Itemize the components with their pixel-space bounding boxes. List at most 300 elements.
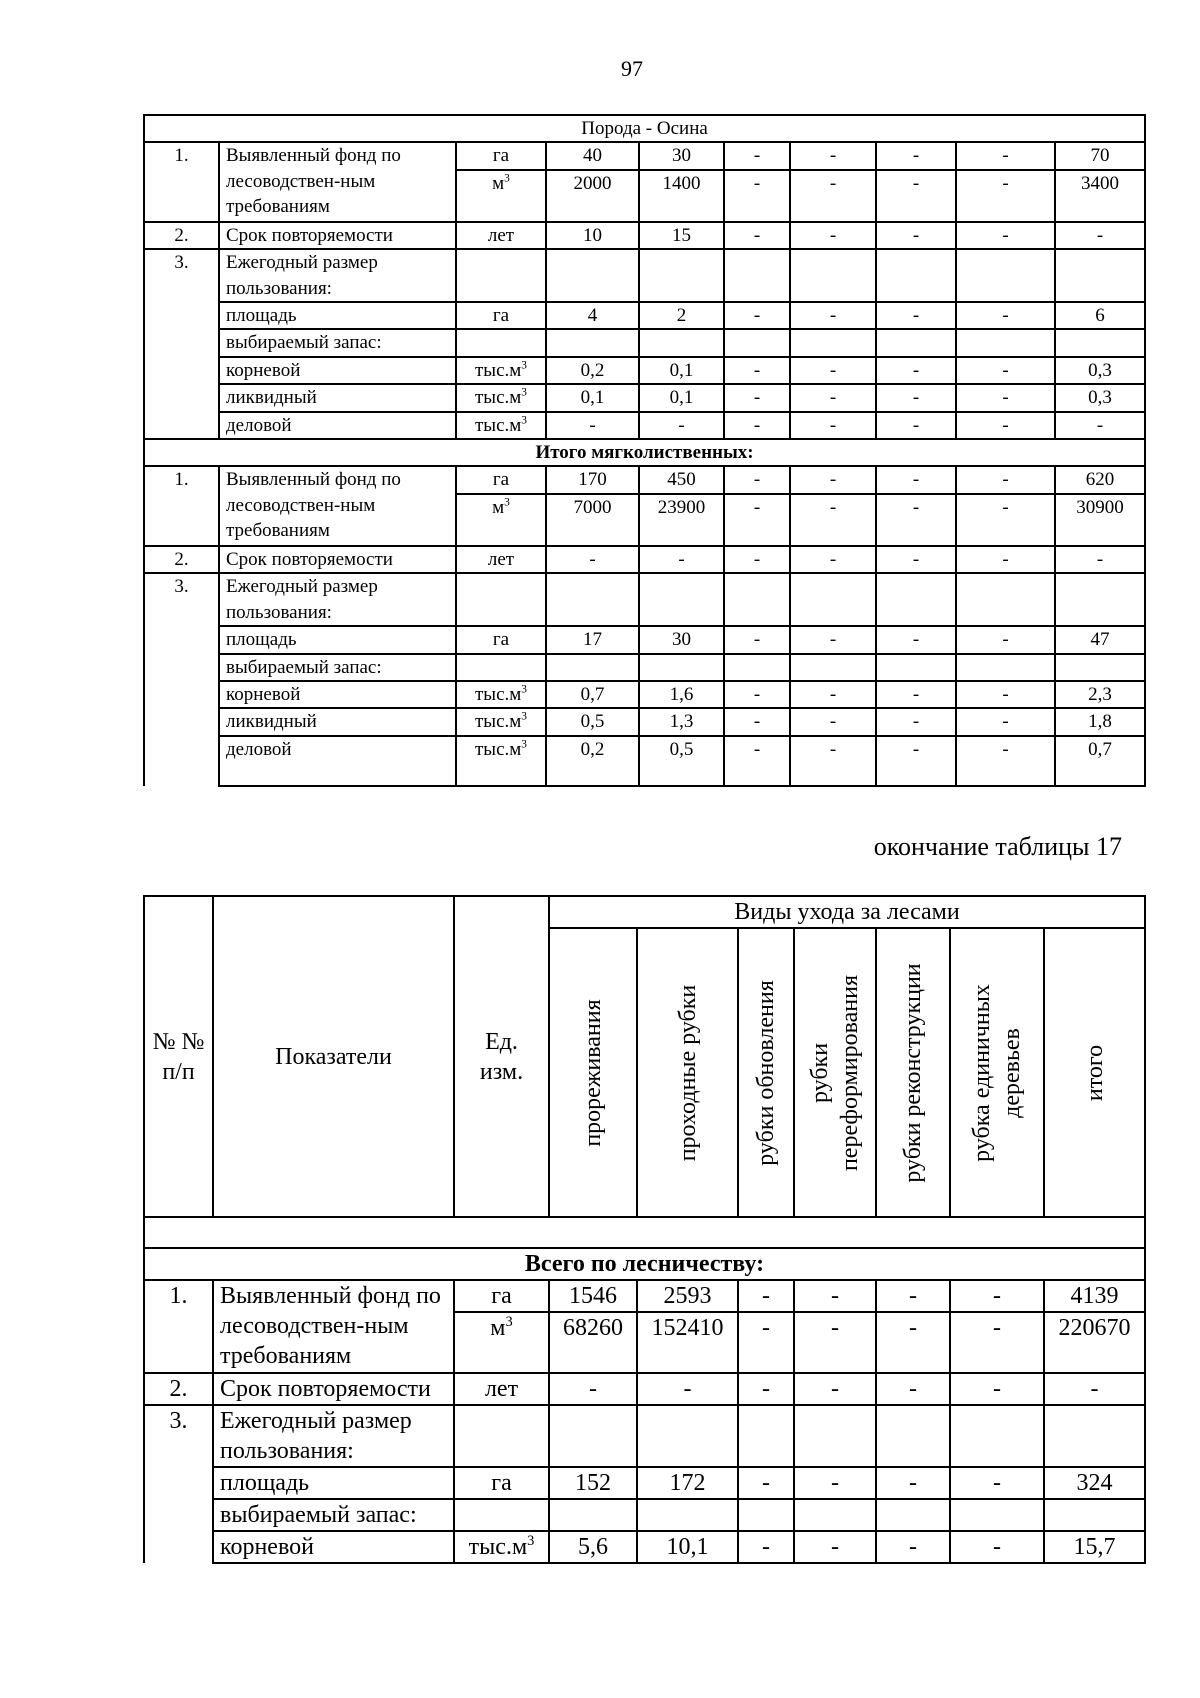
row-indicator: корневой — [219, 357, 456, 384]
value-cell — [738, 1405, 794, 1467]
value-cell: 47 — [1055, 626, 1145, 653]
unit-text: га — [492, 629, 510, 651]
row-number: 1. — [144, 1280, 213, 1373]
value-cell: 450 — [639, 466, 724, 493]
value-cell: 172 — [637, 1467, 738, 1499]
header-column-label: рубка единичных деревьев — [969, 983, 1025, 1162]
value-cell: 5,6 — [549, 1531, 637, 1563]
species-header-cell: Порода - Осина — [144, 115, 1145, 142]
value-cell: - — [724, 546, 790, 573]
unit-text: м — [490, 1315, 506, 1341]
value-cell: - — [956, 357, 1055, 384]
value-cell: - — [738, 1280, 794, 1312]
row-indicator: площадь — [219, 626, 456, 653]
value-cell — [956, 329, 1055, 356]
unit-superscript: 3 — [521, 414, 527, 427]
value-cell — [876, 573, 956, 626]
value-cell: - — [794, 1373, 876, 1405]
value-cell: 1,3 — [639, 708, 724, 735]
header-number: № № п/п — [144, 896, 213, 1217]
value-cell: - — [956, 494, 1055, 546]
value-cell — [790, 573, 876, 626]
row-number: 2. — [144, 222, 219, 249]
row-indicator: Срок повторяемости — [219, 546, 456, 573]
table-row — [144, 736, 1145, 786]
value-cell: 10 — [546, 222, 639, 249]
value-cell: 0,7 — [546, 681, 639, 708]
value-cell — [876, 654, 956, 681]
unit-text: лет — [487, 224, 515, 246]
value-cell: - — [876, 142, 956, 169]
value-cell — [1044, 1405, 1145, 1467]
unit-text: тыс.м — [475, 738, 522, 760]
value-cell: 620 — [1055, 466, 1145, 493]
header-column-7 — [1044, 928, 1145, 1217]
value-cell: - — [724, 357, 790, 384]
row-number — [144, 708, 219, 735]
value-cell — [956, 654, 1055, 681]
value-cell: - — [794, 1467, 876, 1499]
row-indicator: Выявленный фонд по лесоводствен-ным требованиям — [213, 1280, 454, 1373]
value-cell — [790, 249, 876, 302]
unit-text: лет — [487, 548, 515, 570]
value-cell: - — [794, 1312, 876, 1373]
row-number — [144, 384, 219, 411]
unit-cell — [456, 546, 546, 573]
row-indicator: площадь — [213, 1467, 454, 1499]
value-cell: 4139 — [1044, 1280, 1145, 1312]
value-cell — [724, 654, 790, 681]
row-indicator: Ежегодный размер пользования: — [219, 249, 456, 302]
value-cell — [790, 654, 876, 681]
header-column-label: рубки обновления — [753, 979, 779, 1166]
value-cell — [1055, 329, 1145, 356]
value-cell: - — [637, 1373, 738, 1405]
value-cell: - — [876, 494, 956, 546]
unit-text: га — [492, 145, 510, 167]
species-header — [144, 115, 1145, 142]
value-cell — [639, 249, 724, 302]
value-cell: - — [1055, 222, 1145, 249]
table-row — [144, 329, 1145, 356]
row-indicator: деловой — [219, 412, 456, 439]
value-cell: - — [876, 384, 956, 411]
value-cell: - — [738, 1373, 794, 1405]
table-row — [144, 654, 1145, 681]
value-cell: - — [724, 302, 790, 329]
value-cell — [639, 654, 724, 681]
value-cell: 0,2 — [546, 736, 639, 786]
value-cell: - — [790, 546, 876, 573]
unit-cell — [456, 573, 546, 626]
value-cell: - — [876, 708, 956, 735]
value-cell: - — [639, 412, 724, 439]
row-indicator: Ежегодный размер пользования: — [219, 573, 456, 626]
value-cell: 23900 — [639, 494, 724, 546]
unit-cell — [456, 654, 546, 681]
forest-care-table-continued — [143, 114, 1146, 787]
table-row — [144, 222, 1145, 249]
value-cell: - — [724, 466, 790, 493]
row-number: 2. — [144, 546, 219, 573]
value-cell: - — [724, 412, 790, 439]
value-cell: - — [876, 1280, 950, 1312]
value-cell: - — [956, 170, 1055, 222]
unit-cell — [454, 1405, 549, 1467]
value-cell — [790, 329, 876, 356]
value-cell: 2593 — [637, 1280, 738, 1312]
table-row — [144, 1280, 1145, 1312]
value-cell: - — [724, 170, 790, 222]
value-cell: - — [724, 142, 790, 169]
continuation-label: окончание таблицы 17 — [873, 832, 1122, 861]
row-indicator: ликвидный — [219, 384, 456, 411]
value-cell: - — [876, 736, 956, 786]
header-unit: Ед. изм. — [454, 896, 549, 1217]
value-cell: - — [790, 302, 876, 329]
value-cell: 170 — [546, 466, 639, 493]
value-cell: - — [794, 1280, 876, 1312]
row-indicator: Выявленный фонд по лесоводствен-ным требованиям — [219, 466, 456, 545]
table-row — [144, 1531, 1145, 1563]
value-cell — [794, 1405, 876, 1467]
row-number: 3. — [144, 249, 219, 302]
value-cell — [1055, 573, 1145, 626]
value-cell: - — [876, 170, 956, 222]
value-cell — [637, 1499, 738, 1531]
table-row — [144, 1467, 1145, 1499]
value-cell — [876, 249, 956, 302]
section-header-cell: Всего по лесничеству: — [144, 1248, 1145, 1280]
value-cell: 324 — [1044, 1467, 1145, 1499]
value-cell: - — [956, 546, 1055, 573]
value-cell — [549, 1405, 637, 1467]
unit-cell — [456, 384, 546, 411]
unit-text: га — [492, 469, 510, 491]
value-cell: 7000 — [546, 494, 639, 546]
unit-cell — [456, 681, 546, 708]
page-number: 97 — [621, 56, 643, 81]
header-column-6 — [950, 928, 1044, 1217]
value-cell: - — [790, 384, 876, 411]
value-cell: 15,7 — [1044, 1531, 1145, 1563]
value-cell — [956, 573, 1055, 626]
table-row — [144, 384, 1145, 411]
unit-superscript: 3 — [521, 683, 527, 696]
value-cell: 0,1 — [639, 384, 724, 411]
value-cell: 152410 — [637, 1312, 738, 1373]
value-cell: - — [956, 412, 1055, 439]
unit-text: тыс.м — [468, 1534, 528, 1560]
table-row — [144, 142, 1145, 169]
header-column-label: прореживания — [580, 998, 606, 1147]
value-cell: - — [956, 626, 1055, 653]
value-cell — [794, 1499, 876, 1531]
value-cell: - — [950, 1467, 1044, 1499]
value-cell: - — [724, 708, 790, 735]
unit-cell — [456, 142, 546, 169]
value-cell — [546, 654, 639, 681]
unit-text: лет — [484, 1376, 519, 1402]
row-number — [144, 1467, 213, 1499]
header-column-label: рубки переформирования — [807, 974, 863, 1171]
value-cell: 0,7 — [1055, 736, 1145, 786]
header-column-label: проходные рубки — [674, 984, 701, 1161]
row-number — [144, 302, 219, 329]
unit-cell — [456, 222, 546, 249]
value-cell: - — [790, 494, 876, 546]
table-row — [144, 249, 1145, 302]
row-number — [144, 1499, 213, 1531]
value-cell: 1,6 — [639, 681, 724, 708]
spacer-row — [144, 1217, 1145, 1248]
value-cell: - — [876, 1531, 950, 1563]
value-cell: - — [790, 626, 876, 653]
row-indicator: площадь — [219, 302, 456, 329]
table-row — [144, 357, 1145, 384]
section-header — [144, 1248, 1145, 1280]
value-cell: - — [790, 142, 876, 169]
value-cell: - — [546, 412, 639, 439]
row-indicator: ликвидный — [219, 708, 456, 735]
row-number: 3. — [144, 1405, 213, 1467]
unit-cell — [454, 1499, 549, 1531]
row-indicator: Срок повторяемости — [213, 1373, 454, 1405]
value-cell: 1,8 — [1055, 708, 1145, 735]
unit-superscript: 3 — [527, 1533, 535, 1549]
value-cell — [546, 329, 639, 356]
header-column-3 — [738, 928, 794, 1217]
value-cell: 70 — [1055, 142, 1145, 169]
unit-cell — [454, 1312, 549, 1373]
unit-cell — [454, 1280, 549, 1312]
row-indicator: Срок повторяемости — [219, 222, 456, 249]
table-row — [144, 546, 1145, 573]
value-cell: 0,1 — [639, 357, 724, 384]
value-cell: 0,5 — [546, 708, 639, 735]
value-cell: - — [876, 626, 956, 653]
value-cell — [876, 1405, 950, 1467]
value-cell: - — [950, 1373, 1044, 1405]
row-indicator: выбираемый запас: — [219, 329, 456, 356]
value-cell: 4 — [546, 302, 639, 329]
value-cell: - — [639, 546, 724, 573]
row-number: 1. — [144, 466, 219, 545]
row-indicator: корневой — [213, 1531, 454, 1563]
row-indicator: выбираемый запас: — [219, 654, 456, 681]
unit-superscript: 3 — [505, 1314, 513, 1330]
spacer-cell — [144, 1217, 1145, 1248]
row-number: 2. — [144, 1373, 213, 1405]
header-column-2 — [637, 928, 738, 1217]
unit-cell — [456, 708, 546, 735]
value-cell — [639, 573, 724, 626]
value-cell — [876, 329, 956, 356]
value-cell: - — [794, 1531, 876, 1563]
row-number — [144, 736, 219, 786]
unit-text: тыс.м — [475, 683, 522, 705]
value-cell: - — [876, 1373, 950, 1405]
row-number — [144, 357, 219, 384]
value-cell: - — [956, 222, 1055, 249]
value-cell — [546, 249, 639, 302]
value-cell: - — [876, 302, 956, 329]
unit-cell — [456, 357, 546, 384]
value-cell — [738, 1499, 794, 1531]
unit-text: м — [492, 172, 505, 194]
row-number — [144, 681, 219, 708]
row-indicator: корневой — [219, 681, 456, 708]
row-number: 1. — [144, 142, 219, 221]
value-cell: 10,1 — [637, 1531, 738, 1563]
value-cell: - — [790, 222, 876, 249]
value-cell: 30 — [639, 626, 724, 653]
value-cell: - — [1055, 546, 1145, 573]
value-cell: - — [790, 681, 876, 708]
unit-cell — [456, 170, 546, 222]
unit-cell — [456, 466, 546, 493]
value-cell: - — [738, 1531, 794, 1563]
unit-superscript: 3 — [521, 386, 527, 399]
value-cell: 40 — [546, 142, 639, 169]
row-number — [144, 1531, 213, 1563]
value-cell: 0,1 — [546, 384, 639, 411]
value-cell: - — [956, 708, 1055, 735]
value-cell: 2 — [639, 302, 724, 329]
value-cell: - — [956, 736, 1055, 786]
row-indicator: Выявленный фонд по лесоводствен-ным требованиям — [219, 142, 456, 221]
value-cell — [546, 573, 639, 626]
value-cell — [1044, 1499, 1145, 1531]
value-cell: - — [876, 1312, 950, 1373]
header-column-label: итого — [1081, 1044, 1108, 1101]
header-column-4 — [794, 928, 876, 1217]
value-cell: 2000 — [546, 170, 639, 222]
value-cell: 152 — [549, 1467, 637, 1499]
table-row — [144, 681, 1145, 708]
value-cell: - — [549, 1373, 637, 1405]
table-row — [144, 466, 1145, 493]
value-cell — [956, 249, 1055, 302]
unit-text: га — [492, 305, 510, 327]
value-cell: - — [790, 466, 876, 493]
value-cell: - — [956, 384, 1055, 411]
table-row — [144, 708, 1145, 735]
value-cell: 0,3 — [1055, 384, 1145, 411]
value-cell — [639, 329, 724, 356]
value-cell — [950, 1499, 1044, 1531]
unit-cell — [456, 249, 546, 302]
value-cell: - — [724, 681, 790, 708]
value-cell: 15 — [639, 222, 724, 249]
value-cell — [724, 249, 790, 302]
value-cell — [724, 329, 790, 356]
value-cell — [950, 1405, 1044, 1467]
table-header-top — [144, 896, 1145, 928]
header-care-types: Виды ухода за лесами — [549, 896, 1145, 928]
value-cell: - — [876, 681, 956, 708]
table-row — [144, 573, 1145, 626]
unit-cell — [456, 736, 546, 786]
value-cell: 6 — [1055, 302, 1145, 329]
value-cell: 68260 — [549, 1312, 637, 1373]
value-cell: - — [724, 222, 790, 249]
value-cell: - — [1044, 1373, 1145, 1405]
unit-text: тыс.м — [475, 359, 522, 381]
row-indicator: Ежегодный размер пользования: — [213, 1405, 454, 1467]
header-column-label: рубки реконструкции — [900, 962, 926, 1183]
value-cell: - — [724, 736, 790, 786]
value-cell: - — [790, 357, 876, 384]
table-row — [144, 1405, 1145, 1467]
value-cell: - — [790, 708, 876, 735]
value-cell: - — [876, 222, 956, 249]
table-row — [144, 1373, 1145, 1405]
value-cell: - — [1055, 412, 1145, 439]
row-number — [144, 329, 219, 356]
value-cell: - — [546, 546, 639, 573]
value-cell: - — [950, 1312, 1044, 1373]
header-column-5 — [876, 928, 950, 1217]
value-cell: - — [876, 546, 956, 573]
unit-text: га — [491, 1470, 512, 1496]
table-row — [144, 1499, 1145, 1531]
total-header-cell: Итого мягколиственных: — [144, 439, 1145, 466]
unit-text: тыс.м — [475, 387, 522, 409]
value-cell: 0,3 — [1055, 357, 1145, 384]
value-cell: - — [956, 466, 1055, 493]
row-number: 3. — [144, 573, 219, 626]
header-column-1 — [549, 928, 637, 1217]
unit-superscript: 3 — [521, 359, 527, 372]
value-cell — [876, 1499, 950, 1531]
unit-cell — [456, 302, 546, 329]
value-cell: 30 — [639, 142, 724, 169]
value-cell: - — [738, 1467, 794, 1499]
value-cell: 30900 — [1055, 494, 1145, 546]
unit-cell — [456, 329, 546, 356]
row-indicator: выбираемый запас: — [213, 1499, 454, 1531]
unit-cell — [456, 626, 546, 653]
value-cell: - — [790, 412, 876, 439]
unit-cell — [454, 1467, 549, 1499]
value-cell — [1055, 249, 1145, 302]
table-row — [144, 302, 1145, 329]
value-cell: 0,5 — [639, 736, 724, 786]
value-cell — [637, 1405, 738, 1467]
unit-text: тыс.м — [475, 414, 522, 436]
unit-cell — [454, 1373, 549, 1405]
value-cell — [549, 1499, 637, 1531]
unit-cell — [456, 412, 546, 439]
unit-cell — [454, 1531, 549, 1563]
value-cell: - — [724, 494, 790, 546]
value-cell: - — [790, 736, 876, 786]
value-cell: - — [876, 412, 956, 439]
forest-care-table-ending — [143, 895, 1146, 1564]
value-cell: 2,3 — [1055, 681, 1145, 708]
unit-cell — [456, 494, 546, 546]
row-number — [144, 626, 219, 653]
value-cell: 1400 — [639, 170, 724, 222]
value-cell — [724, 573, 790, 626]
value-cell: - — [876, 1467, 950, 1499]
unit-superscript: 3 — [504, 172, 510, 185]
value-cell: - — [738, 1312, 794, 1373]
header-indicators: Показатели — [213, 896, 454, 1217]
unit-superscript: 3 — [504, 496, 510, 509]
total-header — [144, 439, 1145, 466]
